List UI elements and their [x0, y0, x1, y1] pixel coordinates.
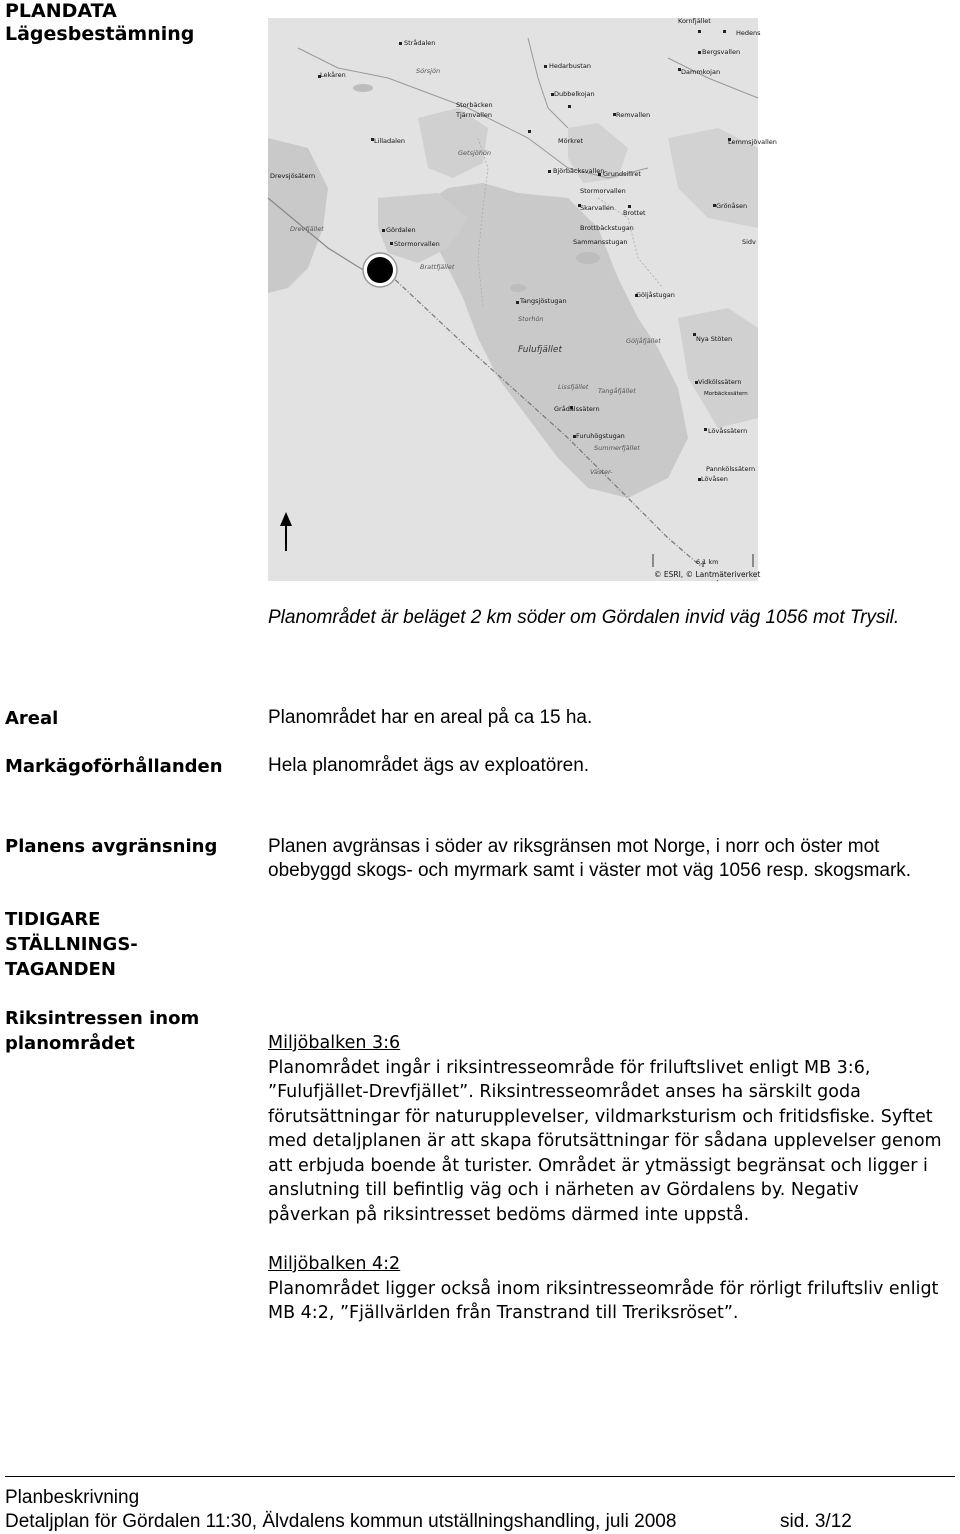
map-label-bjorbacksvallen: Björbäcksvallen: [553, 167, 605, 175]
map-label-stormorvallen-n: Stormorvallen: [580, 187, 626, 195]
map-label-lilladalen: Lilladalen: [374, 137, 406, 145]
map-label-fulufjallet: Fulufjället: [518, 345, 562, 355]
map-label-morkret: Mörkret: [558, 137, 584, 145]
map-label-nya-stoten: Nya Stöten: [696, 335, 733, 343]
miljobalken-3-6-heading: Miljöbalken 3:6: [268, 1033, 401, 1053]
footer-divider: [5, 1476, 955, 1477]
tidigare-heading-line-2: STÄLLNINGS-: [5, 934, 138, 955]
map-label-lissfjallet: Lissfjället: [558, 383, 589, 391]
map-label-skarvallen: Skarvallen: [580, 204, 614, 212]
markagoforhallanden-text: Hela planområdet ägs av exploatören.: [268, 755, 590, 776]
avgransning-line-1: Planen avgränsas i söder av riksgränsen mot Norge, i norr och öster mot: [268, 836, 880, 857]
map-label-grundsillret: Grundsillret: [603, 170, 641, 178]
map-label-sammansstugan: Sammansstugan: [573, 238, 628, 246]
avgransning-line-2: obebyggd skogs- och myrmark samt i väster mot väg 1056 resp. skogsmark.: [268, 860, 912, 881]
map-label-furuhogstugan: Furuhögstugan: [576, 432, 625, 440]
document-title: PLANDATA: [5, 0, 117, 22]
map-label-gradalssatern: Grådalssätern: [554, 405, 600, 413]
map-label-tangsjostugan: Tangsjöstugan: [520, 297, 567, 305]
map-label-sidv: Sidv: [742, 238, 756, 246]
map-label-tangafjallet: Tangåfjället: [598, 387, 636, 395]
map-label-storhon: Storhön: [518, 315, 544, 323]
map-label-hedens: Hedens: [736, 29, 761, 37]
map-label-gronasen: Grönåsen: [716, 202, 748, 210]
markagoforhallanden-label: Markägoförhållanden: [5, 756, 223, 777]
riksintressen-label-line-1: Riksintressen inom: [5, 1008, 200, 1029]
map-scale-label: 6,1 km: [696, 558, 719, 566]
footer-plan-title: Detaljplan för Gördalen 11:30, Älvdalens kommun utställningshandling, juli 2008: [5, 1511, 677, 1532]
map-caption: Planområdet är beläget 2 km söder om Gördalen invid väg 1056 mot Trysil.: [268, 607, 900, 628]
map-label-hedarbustan: Hedarbustan: [549, 62, 591, 70]
map-label-gordalen: Gördalen: [386, 226, 416, 234]
map-label-bergsvallen: Bergsvallen: [702, 48, 741, 56]
map-label-lemmsjovallen: Lemmsjövallen: [728, 138, 777, 146]
footer-doc-type: Planbeskrivning: [5, 1487, 140, 1508]
tidigare-heading-line-3: TAGANDEN: [5, 959, 116, 980]
riks-paragraph-1-line: påverkan på riksintresset bedöms därmed inte uppstå.: [268, 1205, 750, 1225]
map-label-brattfjallet: Brattfjället: [420, 263, 455, 271]
footer-doc-info: [5, 1510, 955, 1534]
map-label-tjarnvallen: Tjärnvallen: [456, 111, 492, 119]
map-label-lekaren: Lekåren: [320, 71, 346, 79]
map-attribution: © ESRI, © Lantmäteriverket: [654, 570, 761, 579]
riks-paragraph-1-line: anslutning till befintlig väg och i närheten av Gördalens by. Negativ: [268, 1180, 859, 1200]
map-label-gojafjallet: Göljåfjället: [626, 337, 661, 345]
map-label-kornfjallet: Kornfjället: [678, 17, 711, 25]
map-label-stormorvallen: Stormorvallen: [394, 240, 440, 248]
riks-paragraph-1-line: förutsättningar för naturupplevelser, vildmarksturism och fritidsfiske. Syftet: [268, 1107, 933, 1127]
areal-label: Areal: [5, 708, 59, 729]
map-label-lovassatern: Lövåssätern: [708, 427, 748, 435]
riks-paragraph-1-line: med detaljplanen är att skapa förutsättningar för sådana upplevelser genom: [268, 1131, 942, 1151]
map-label-drevfjallet: Drevfjället: [290, 225, 324, 233]
map-label-storbacken: Storbäcken: [456, 101, 493, 109]
riks-paragraph-2-line: MB 4:2, ”Fjällvärlden från Transtrand till Treriksröset”.: [268, 1303, 739, 1323]
map-label-pannkolssatern: Pannkölssätern: [706, 465, 756, 473]
map-label-lovasen: Lövåsen: [701, 475, 728, 483]
map-label-vidkolssatern: Vidkölssätern: [698, 378, 742, 386]
map-label-dammkojan: Dammkojan: [681, 68, 721, 76]
map-label-dubbelkojan: Dubbelkojan: [554, 90, 595, 98]
map-label-brottbackstugan: Brottbäckstugan: [580, 224, 634, 232]
tidigare-heading-line-1: TIDIGARE: [5, 909, 101, 930]
map-label-remvallen: Remvallen: [616, 111, 651, 119]
map-label-vaster: Väster-: [590, 468, 613, 476]
riks-paragraph-2-line: Planområdet ligger också inom riksintresseområde för rörligt friluftsliv enligt: [268, 1279, 939, 1299]
map-label-gojastugan: Göljåstugan: [636, 291, 675, 299]
map-label-brottet: Brottet: [623, 209, 646, 217]
document-subtitle: Lägesbestämning: [5, 23, 195, 45]
riks-paragraph-1-line: ”Fulufjället-Drevfjället”. Riksintresseområdet anses ha särskilt goda: [268, 1082, 861, 1102]
map-label-morbackssatern: Morbäckssätern: [704, 391, 748, 397]
avgransning-label: Planens avgränsning: [5, 836, 218, 857]
areal-text: Planområdet har en areal på ca 15 ha.: [268, 707, 593, 728]
map-label-drevsjosatern: Drevsjösätern: [270, 172, 316, 180]
footer-page-number: sid. 3/12: [780, 1511, 852, 1532]
map-label-summerfjallet: Summerfjället: [594, 444, 640, 452]
map-label-getsjohon: Getsjöhön: [458, 149, 491, 157]
map-label-stradalen: Strådalen: [404, 39, 436, 47]
map-label-sorsjon: Sörsjön: [416, 67, 441, 75]
riksintressen-label-line-2: planområdet: [5, 1033, 135, 1054]
miljobalken-4-2-heading: Miljöbalken 4:2: [268, 1254, 401, 1274]
riks-paragraph-1-line: att erbjuda boende åt turister. Området är ytmässigt begränsat och ligger i: [268, 1156, 928, 1176]
location-map: [268, 17, 777, 581]
riks-paragraph-1-line: Planområdet ingår i riksintresseområde för friluftslivet enligt MB 3:6,: [268, 1058, 871, 1078]
